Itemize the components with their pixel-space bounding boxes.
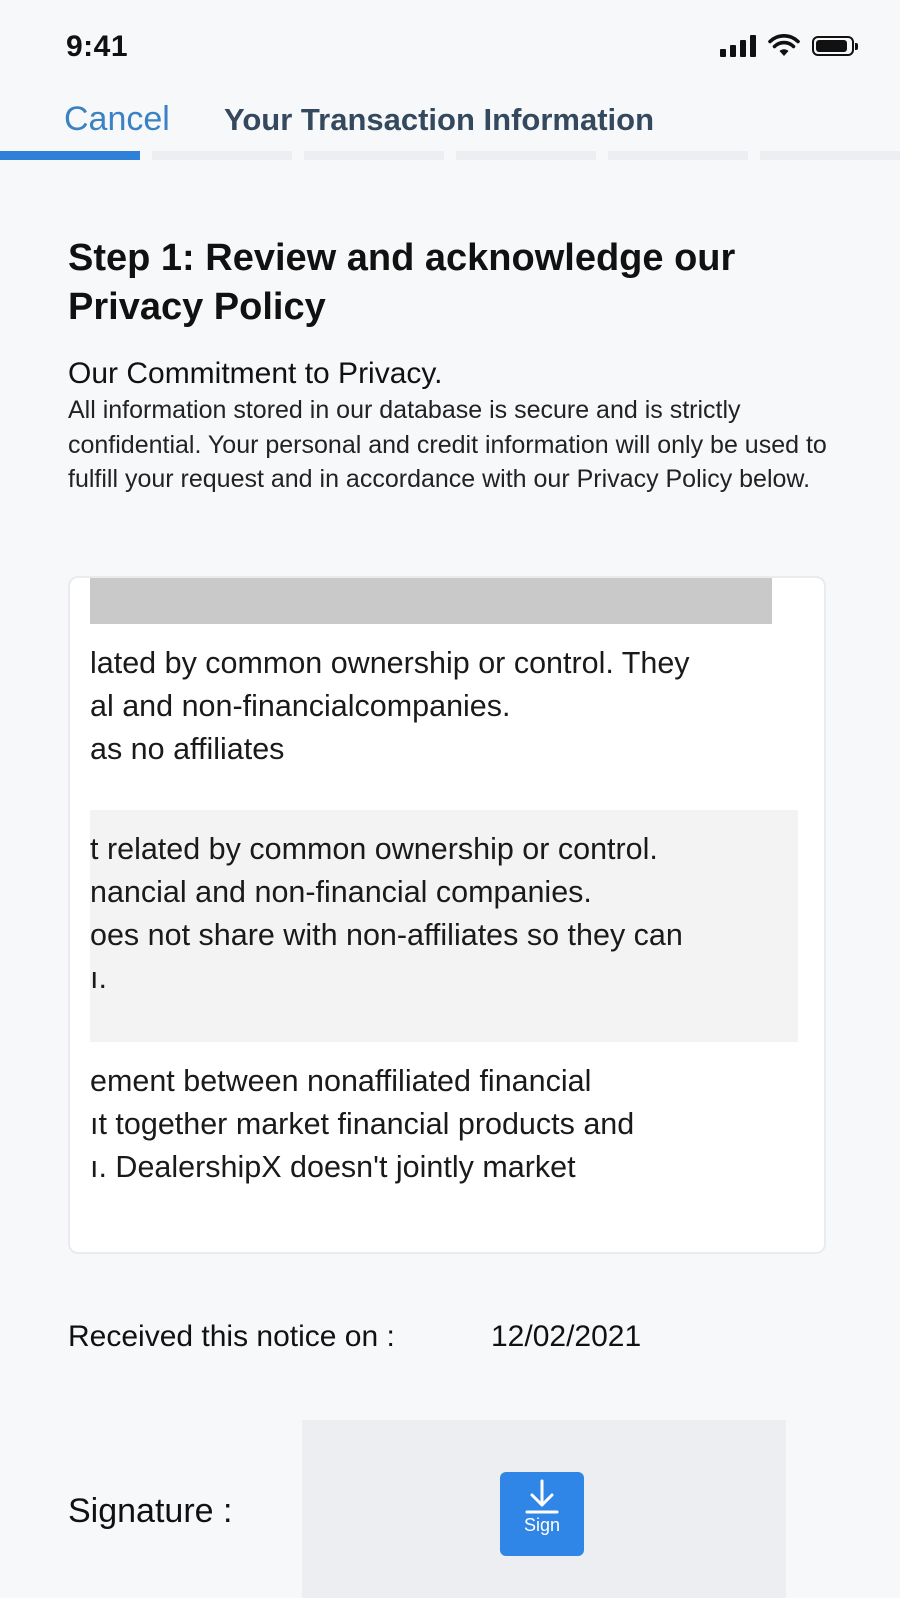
wifi-icon	[768, 34, 800, 58]
page-title: Your Transaction Information	[224, 102, 655, 137]
commitment-title: Our Commitment to Privacy.	[68, 357, 443, 390]
cancel-button[interactable]: Cancel	[64, 100, 170, 138]
cellular-signal-icon	[720, 35, 756, 57]
signature-label: Signature :	[68, 1492, 233, 1530]
commitment-body: All information stored in our database is secure and is strictly confidential. Your personal and credit information will only be used to fulfill your request and in accordance with our Privacy Policy below.	[68, 396, 827, 493]
sign-button-label: Sign	[523, 1515, 561, 1535]
policy-line: oes not share with non-affiliates so they can	[90, 918, 683, 952]
download-arrow-icon	[523, 1478, 561, 1516]
status-time: 9:41	[66, 30, 129, 63]
policy-row	[90, 1060, 798, 1190]
sign-button[interactable]	[500, 1472, 584, 1556]
step-heading: Step 1: Review and acknowledge our Privacy Policy	[68, 237, 736, 328]
policy-line: nancial and non-financial companies.	[90, 875, 592, 909]
received-notice-date: 12/02/2021	[491, 1320, 642, 1353]
received-notice-label: Received this notice on :	[68, 1320, 395, 1353]
policy-header-bar	[90, 578, 772, 624]
progress-segment	[304, 151, 444, 160]
step-progress-bar	[0, 151, 900, 160]
status-icons	[720, 34, 854, 58]
policy-line: ı. DealershipX doesn't jointly market	[90, 1150, 576, 1184]
policy-line: ement between nonaffiliated financial	[90, 1064, 592, 1098]
policy-line: ı.	[90, 961, 107, 995]
progress-segment	[760, 151, 900, 160]
policy-row	[90, 642, 798, 770]
policy-line: ıt together market financial products and	[90, 1107, 635, 1141]
progress-segment	[456, 151, 596, 160]
policy-row	[90, 810, 798, 1042]
policy-line: t related by common ownership or control.	[90, 832, 658, 866]
progress-segment	[152, 151, 292, 160]
progress-segment	[608, 151, 748, 160]
battery-level	[816, 40, 847, 52]
policy-line: al and non-financialcompanies.	[90, 689, 511, 723]
policy-line: as no affiliates	[90, 732, 285, 766]
battery-icon	[812, 36, 854, 56]
status-bar	[0, 0, 900, 100]
nav-bar	[0, 100, 900, 150]
privacy-policy-scroll-box[interactable]	[68, 576, 826, 1254]
policy-line: lated by common ownership or control. They	[90, 646, 690, 680]
progress-segment	[0, 151, 140, 160]
